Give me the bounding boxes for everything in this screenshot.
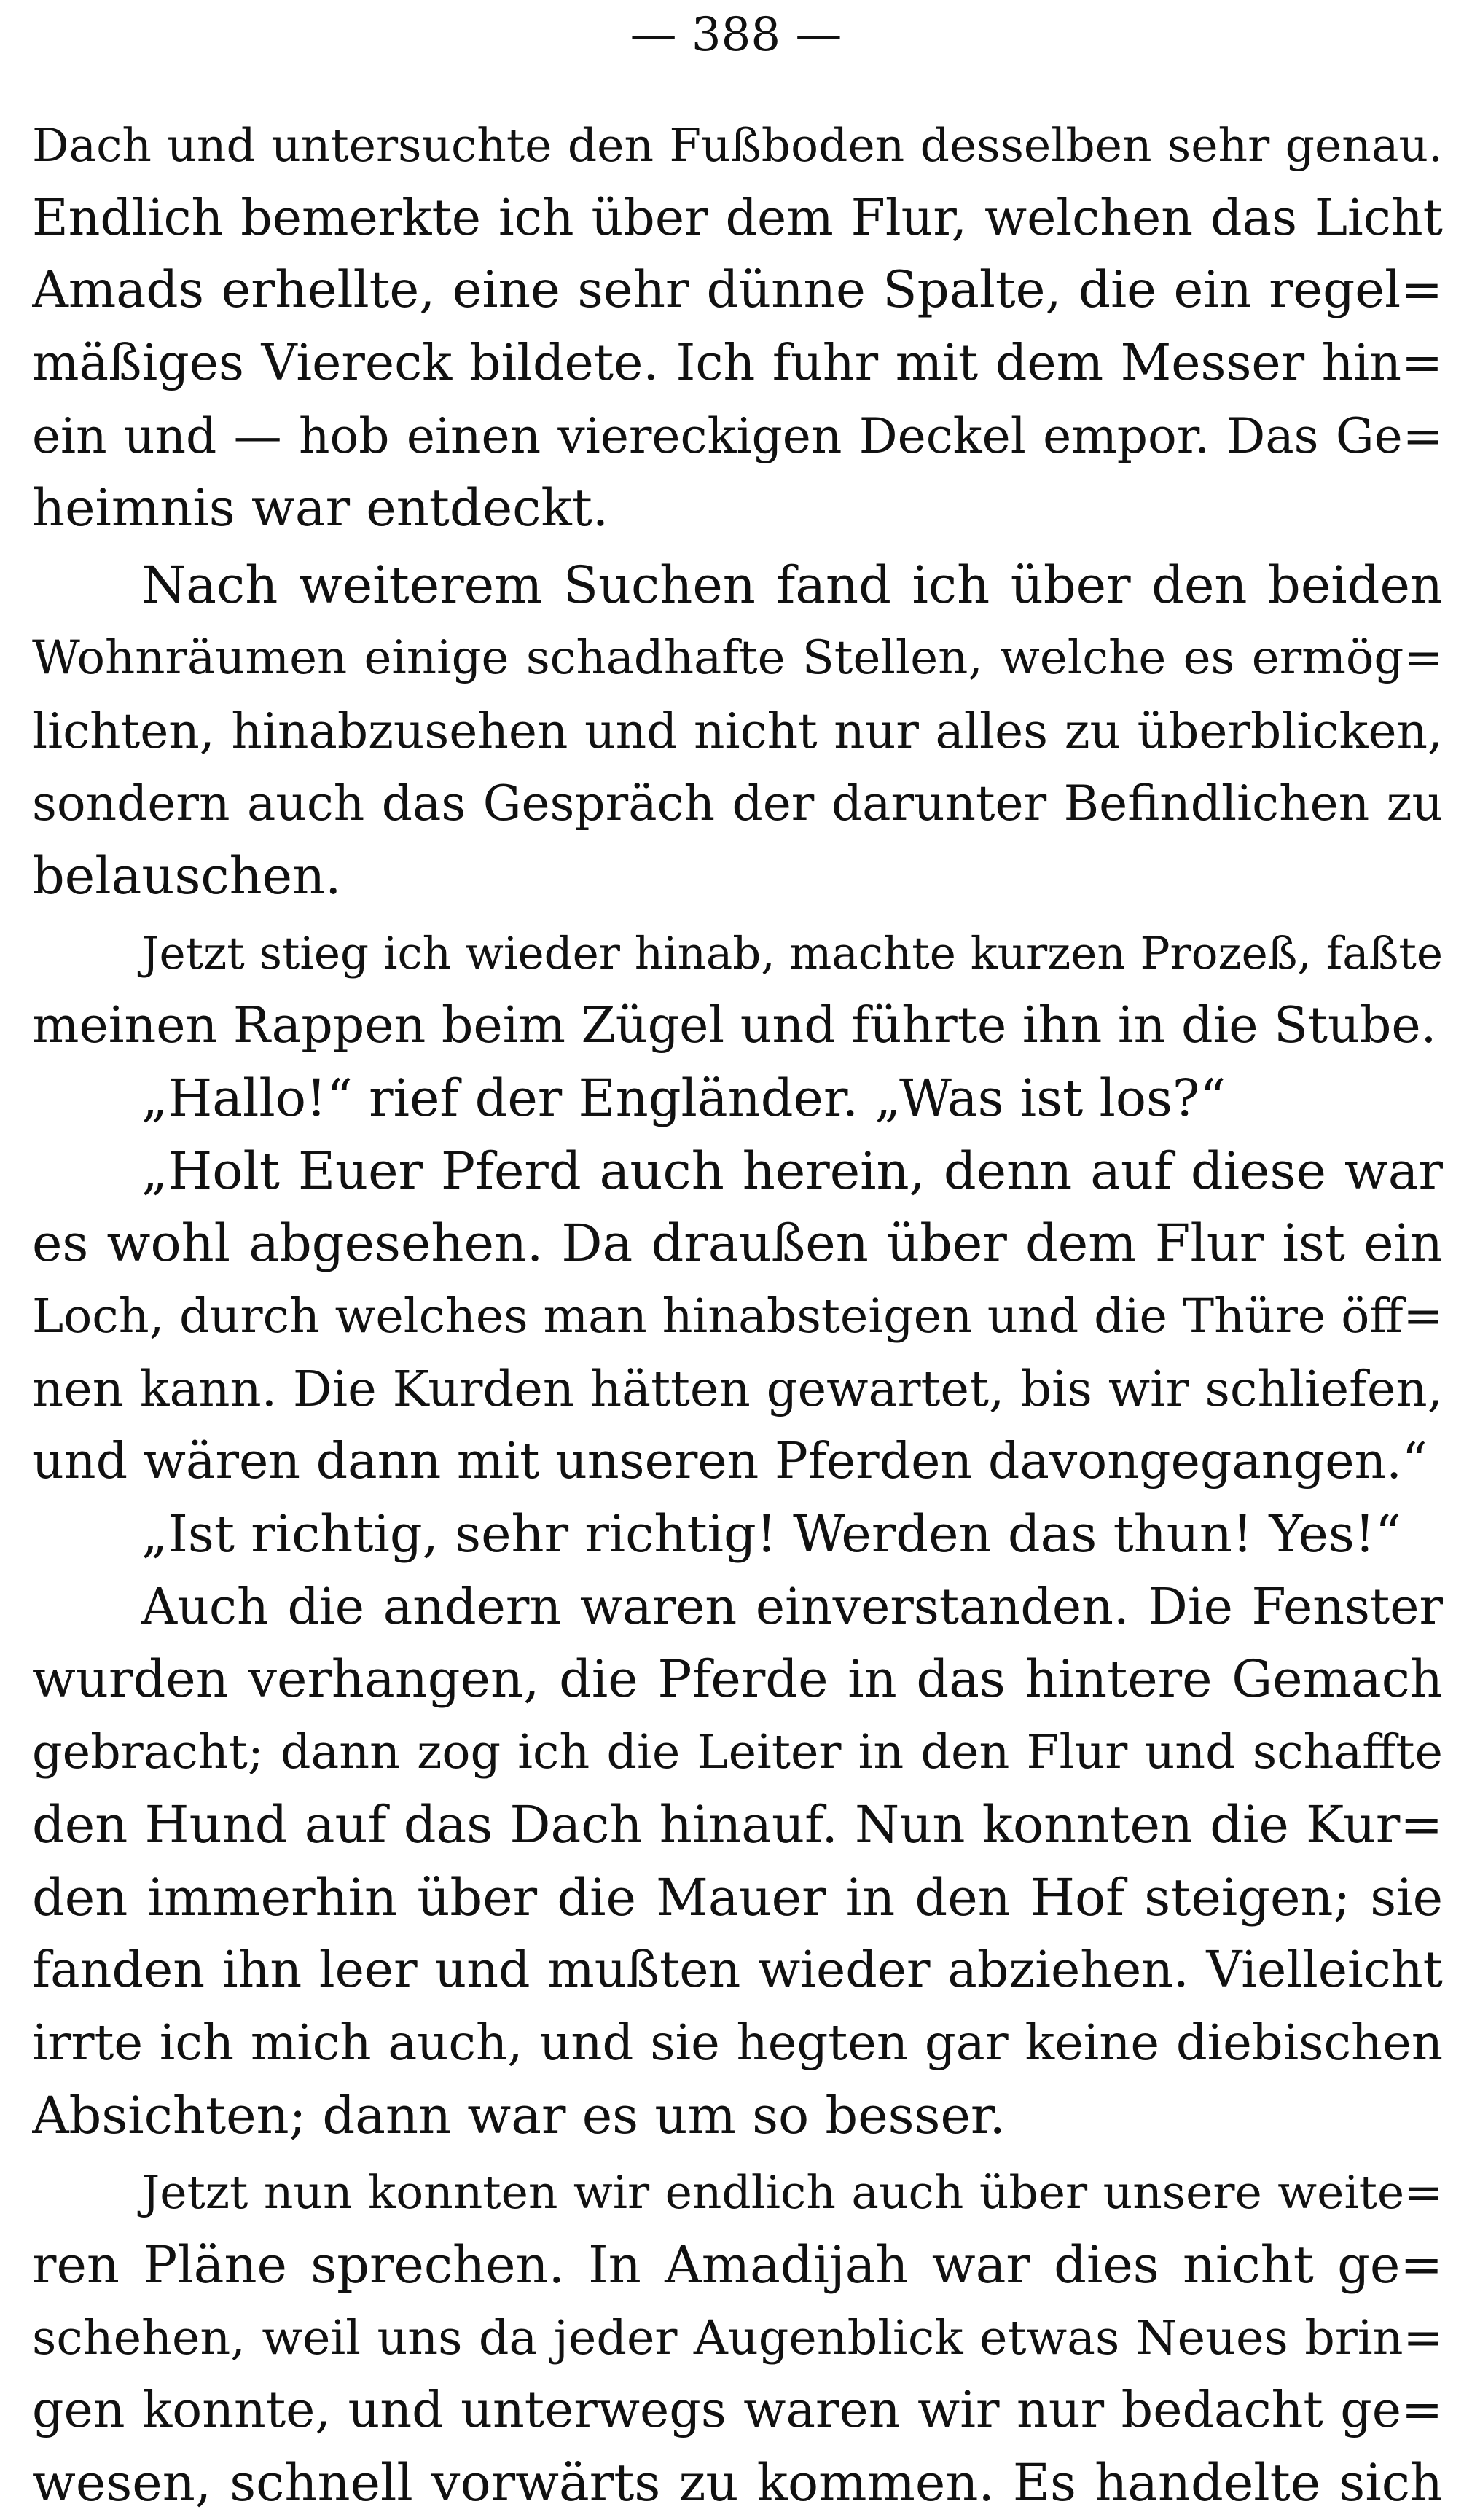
- text-line: Nach weiterem Suchen fand ich über den beiden: [141, 555, 1443, 616]
- text-line: Loch, durch welches man hinabsteigen und die Thüre öff=: [32, 1289, 1443, 1344]
- paragraph: [32, 2156, 1443, 2519]
- text-line: den immerhin über die Mauer in den Hof steigen; sie: [32, 1867, 1443, 1928]
- text-line: gen konnte, und unterwegs waren wir nur bedacht ge=: [32, 2382, 1443, 2440]
- text-line: „Holt Euer Pferd auch herein, denn auf diese war: [141, 1140, 1443, 1201]
- text-line: ren Pläne sprechen. In Amadijah war dies nicht ge=: [32, 2234, 1443, 2295]
- text-line: meinen Rappen beim Zügel und führte ihn in die Stube.: [32, 997, 1437, 1055]
- text-line: Jetzt stieg ich wieder hinab, machte kurzen Prozeß, faßte: [141, 927, 1443, 979]
- text-line: und wären dann mit unseren Pferden davongegangen.“: [32, 1433, 1428, 1491]
- text-line: mäßiges Viereck bildete. Ich fuhr mit dem Messer hin=: [32, 334, 1443, 393]
- text-line: belauschen.: [32, 845, 342, 906]
- paragraph: [32, 1063, 1443, 1135]
- paragraph: [32, 549, 1443, 912]
- paragraph: [32, 917, 1443, 1063]
- text-line: wesen, schnell vorwärts zu kommen. Es handelte sich: [32, 2453, 1443, 2513]
- text-line: Dach und untersuchte den Fußboden desselben sehr genau.: [32, 119, 1443, 172]
- text-line: „Hallo!“ rief der Engländer. „Was ist los?“: [141, 1068, 1226, 1128]
- text-line: Endlich bemerkte ich über dem Flur, welchen das Licht: [32, 189, 1443, 247]
- paragraph: [32, 109, 1443, 545]
- text-line: nen kann. Die Kurden hätten gewartet, bis wir schliefen,: [32, 1360, 1443, 1417]
- text-line: ein und — hob einen viereckigen Deckel empor. Das Ge=: [32, 407, 1443, 464]
- page-body: [32, 109, 1443, 2520]
- text-line: lichten, hinabzusehen und nicht nur alles zu überblicken,: [32, 703, 1443, 759]
- text-line: Wohnräumen einige schadhafte Stellen, welche es ermög=: [32, 630, 1443, 685]
- text-line: sondern auch das Gespräch der darunter Befindlichen zu: [32, 775, 1443, 832]
- text-line: Absichten; dann war es um so besser.: [32, 2085, 1006, 2145]
- text-line: irrte ich mich auch, und sie hegten gar keine diebischen: [32, 2014, 1443, 2071]
- paragraph: [32, 1571, 1443, 2153]
- text-line: „Ist richtig, sehr richtig! Werden das thun! Yes!“: [141, 1504, 1401, 1565]
- text-line: Auch die andern waren einverstanden. Die Fenster: [141, 1578, 1443, 1636]
- text-line: fanden ihn leer und mußten wieder abziehen. Vielleicht: [32, 1941, 1443, 2000]
- text-line: Jetzt nun konnten wir endlich auch über unsere weite=: [141, 2166, 1443, 2220]
- page-number: — 388 —: [630, 8, 842, 62]
- text-line: Amads erhellte, eine sehr dünne Spalte, die ein regel=: [32, 261, 1443, 320]
- paragraph: [32, 1498, 1443, 1571]
- text-line: heimnis war entdeckt.: [32, 478, 609, 539]
- paragraph: [32, 1135, 1443, 1498]
- text-line: den Hund auf das Dach hinauf. Nun konnten die Kur=: [32, 1794, 1443, 1855]
- text-line: wurden verhangen, die Pferde in das hintere Gemach: [32, 1649, 1443, 1710]
- text-line: schehen, weil uns da jeder Augenblick etwas Neues brin=: [32, 2310, 1443, 2366]
- text-line: es wohl abgesehen. Da draußen über dem Flur ist ein: [32, 1213, 1443, 1274]
- text-line: gebracht; dann zog ich die Leiter in den Flur und schaffte: [32, 1725, 1443, 1780]
